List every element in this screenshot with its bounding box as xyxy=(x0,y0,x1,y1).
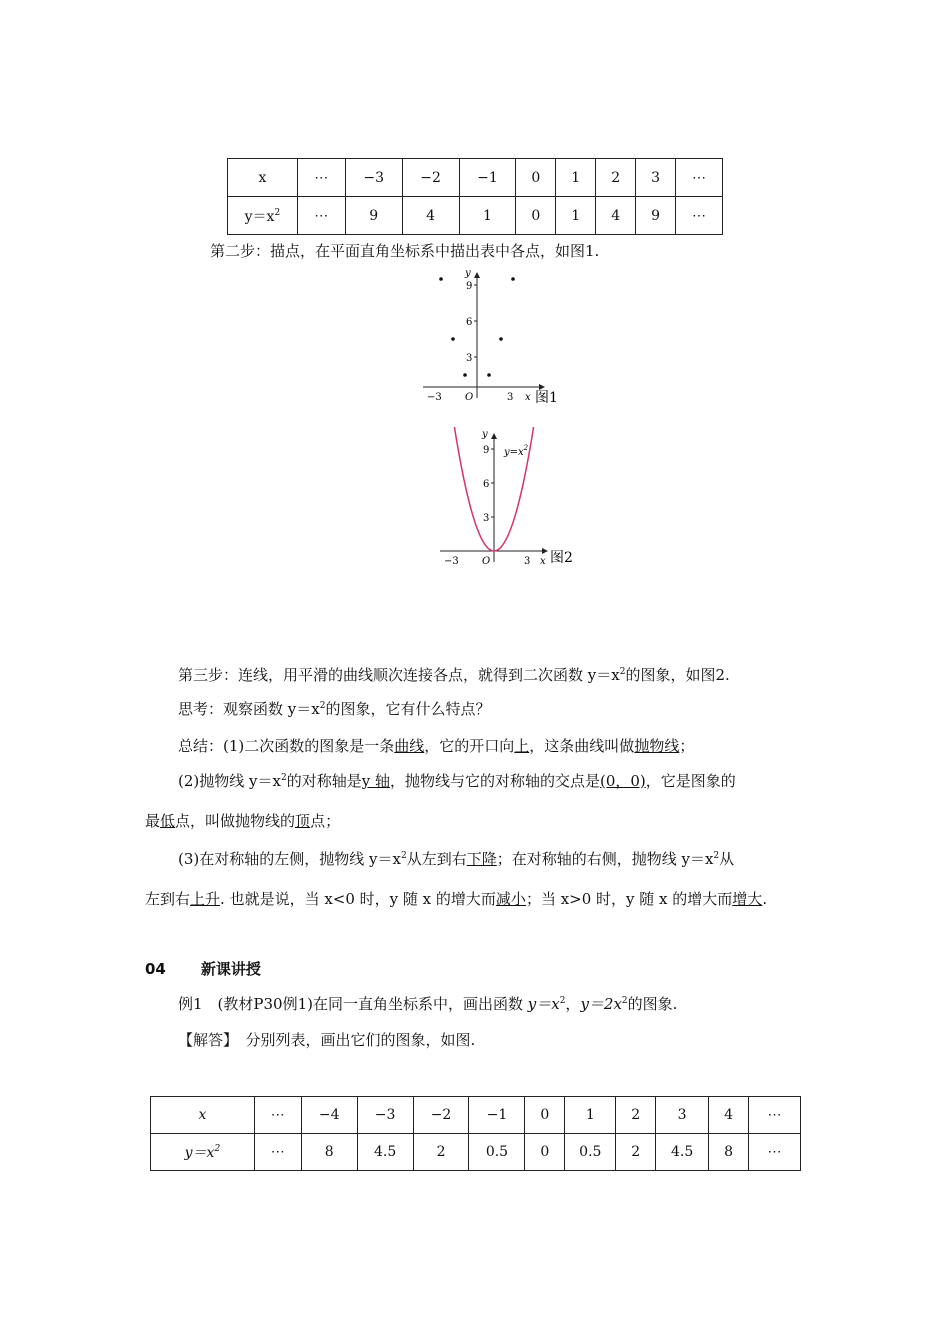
section-heading xyxy=(145,958,261,979)
section-number: 04 xyxy=(145,960,166,978)
figure-caption: 图1 xyxy=(535,390,558,406)
y-tick-label: 6 xyxy=(466,317,473,328)
table-cell: 4.5 xyxy=(357,1134,413,1171)
y-axis-arrow-icon xyxy=(491,433,497,439)
x-axis-label: x xyxy=(525,392,531,403)
table-cell: −3 xyxy=(357,1097,413,1134)
figure-caption: 图2 xyxy=(550,550,573,566)
x-axis-arrow-icon xyxy=(542,548,548,554)
data-point xyxy=(487,373,491,377)
summary-1: 总结：(1)二次函数的图象是一条曲线，它的开口向上，这条曲线叫做抛物线； xyxy=(178,737,695,755)
table-cell: ⋯ xyxy=(749,1097,801,1134)
table-cell: −2 xyxy=(402,159,459,197)
table-cell: 4.5 xyxy=(656,1134,709,1171)
table-row xyxy=(228,197,723,235)
table-cell: 1 xyxy=(565,1097,616,1134)
table-cell: ⋯ xyxy=(254,1134,301,1171)
data-point xyxy=(451,337,455,341)
think-text: 思考：观察函数 $y=x^2$的图象，它有什么特点？ xyxy=(178,700,491,718)
table-cell: 1 xyxy=(459,197,516,235)
value-table-2 xyxy=(150,1096,801,1171)
data-point xyxy=(439,277,443,281)
table-cell: 4 xyxy=(402,197,459,235)
data-point xyxy=(499,337,503,341)
y-tick-label: 9 xyxy=(483,445,490,456)
y-axis-arrow-icon xyxy=(474,272,480,278)
x-tick-label: −3 xyxy=(444,556,459,567)
table-cell: 2 xyxy=(413,1134,469,1171)
table-cell: 0 xyxy=(516,159,556,197)
data-point xyxy=(463,373,467,377)
table-cell: 4 xyxy=(709,1097,749,1134)
y-axis-label: y xyxy=(465,268,471,279)
table-cell: 9 xyxy=(636,197,676,235)
summary-2-cont: 最低点，叫做抛物线的顶点； xyxy=(145,812,341,830)
data-point xyxy=(511,277,515,281)
table-cell: 3 xyxy=(636,159,676,197)
table-cell: 2 xyxy=(596,159,636,197)
figure-1 xyxy=(415,266,575,406)
x-tick-label: 3 xyxy=(524,556,531,567)
x-tick-label: 3 xyxy=(507,392,514,403)
answer-tag: 【解答】 xyxy=(178,1031,231,1049)
example-1: 例1 (教材P30例1)在同一直角坐标系中，画出函数 $y=x^2$，$y=2x^2$的图象. xyxy=(178,995,678,1013)
table-cell: 2 xyxy=(616,1134,656,1171)
summary-3-cont: 左到右上升. 也就是说，当 x<0 时，y 随 x 的增大而减小；当 x>0 时，y 随 x 的增大而增大. xyxy=(145,890,768,908)
table-cell: ⋯ xyxy=(749,1134,801,1171)
table-row xyxy=(151,1134,801,1171)
table-cell: $y=x^2$ xyxy=(228,197,298,235)
table-cell: ⋯ xyxy=(254,1097,301,1134)
step3-text: 第三步：连线，用平滑的曲线顺次连接各点，就得到二次函数 $y=x^2$的图象，如图2. xyxy=(178,666,730,684)
x-tick-label: −3 xyxy=(427,392,442,403)
table-cell: 8 xyxy=(709,1134,749,1171)
table-cell: x xyxy=(228,159,298,197)
value-table-1 xyxy=(227,158,723,235)
table-cell: 0 xyxy=(516,197,556,235)
table-cell: 2 xyxy=(616,1097,656,1134)
table-cell: 1 xyxy=(556,159,596,197)
table-cell: 0 xyxy=(525,1097,565,1134)
summary-3: (3)在对称轴的左侧，抛物线 $y=x^2$从左到右下降；在对称轴的右侧，抛物线 $y=x^2$从 xyxy=(178,850,735,868)
answer-line: 【解答】 分别列表，画出它们的图象，如图. xyxy=(178,1031,476,1049)
table-cell: ⋯ xyxy=(676,159,723,197)
table-row xyxy=(151,1097,801,1134)
x-axis-label: x xyxy=(540,556,546,567)
table-cell: −4 xyxy=(301,1097,357,1134)
table-cell: 0.5 xyxy=(565,1134,616,1171)
y-tick-label: 6 xyxy=(483,479,490,490)
curve-label: $y=x^2$ xyxy=(504,444,529,458)
table-cell: −1 xyxy=(469,1097,525,1134)
table-cell: 9 xyxy=(345,197,402,235)
table-cell: 0 xyxy=(525,1134,565,1171)
step2-text: 第二步：描点，在平面直角坐标系中描出表中各点，如图1. xyxy=(210,242,600,260)
figure-2 xyxy=(432,427,592,572)
table-cell: x xyxy=(151,1097,255,1134)
table-cell: −1 xyxy=(459,159,516,197)
table-cell: ⋯ xyxy=(676,197,723,235)
y-tick-label: 9 xyxy=(466,281,473,292)
table-cell: −3 xyxy=(345,159,402,197)
origin-label: O xyxy=(482,556,491,567)
table-cell: 0.5 xyxy=(469,1134,525,1171)
table-row xyxy=(228,159,723,197)
table-cell: ⋯ xyxy=(297,197,345,235)
table-cell: ⋯ xyxy=(297,159,345,197)
table-cell: 8 xyxy=(301,1134,357,1171)
origin-label: O xyxy=(465,392,474,403)
table-cell: −2 xyxy=(413,1097,469,1134)
section-title: 新课讲授 xyxy=(200,960,261,978)
y-tick-label: 3 xyxy=(466,353,473,364)
table-cell: $y=x^2$ xyxy=(151,1134,255,1171)
summary-2: (2)抛物线 $y=x^2$的对称轴是y 轴，抛物线与它的对称轴的交点是(0，0)，它是图象的 xyxy=(178,772,736,790)
y-tick-label: 3 xyxy=(483,513,490,524)
table-cell: 1 xyxy=(556,197,596,235)
table-cell: 4 xyxy=(596,197,636,235)
table-cell: 3 xyxy=(656,1097,709,1134)
y-axis-label: y xyxy=(482,429,488,440)
